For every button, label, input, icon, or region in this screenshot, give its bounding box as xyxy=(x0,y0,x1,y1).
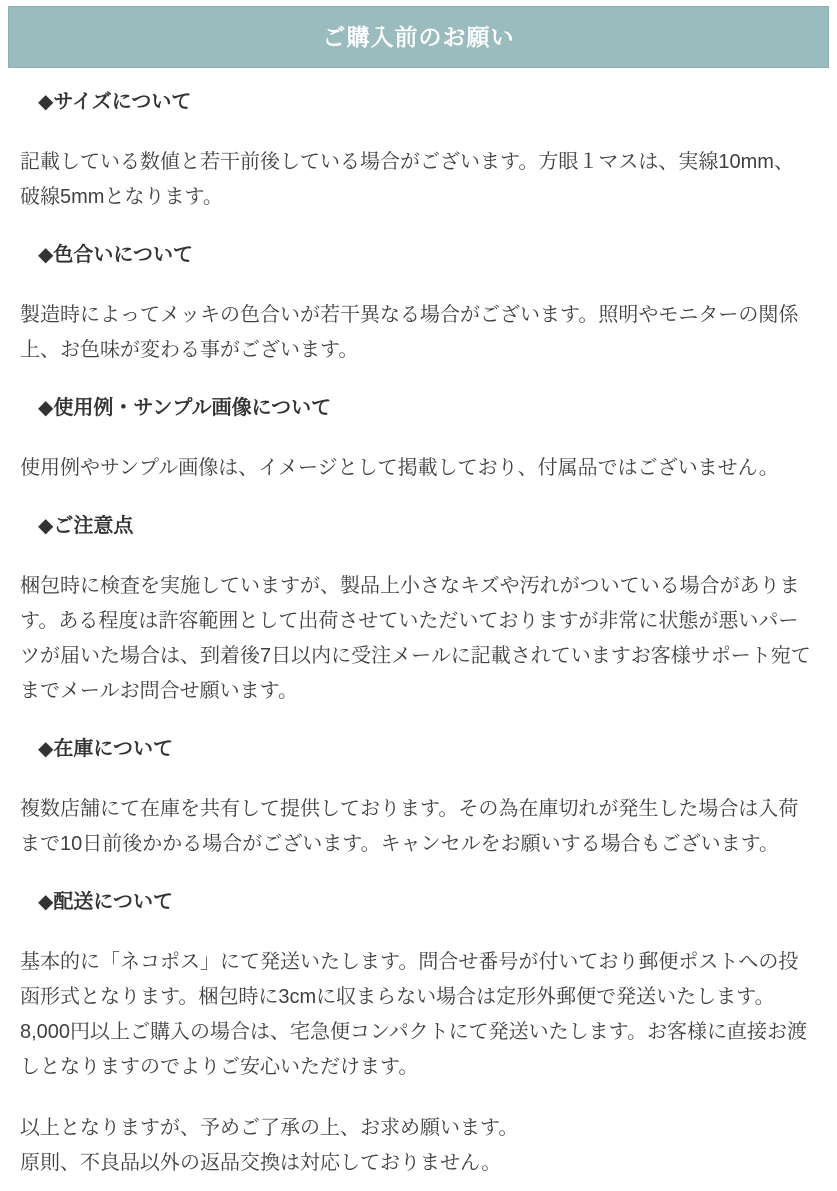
section-cautions-paragraph: 梱包時に検査を実施していますが、製品上小さなキズや汚れがついている場合があります。ある程度は許容範囲として出荷させていただいておりますが非常に状態が悪いパーツが届いた場合は、到着後7日以内に受注メールに記載されていますお客様サポート宛てまでメールお問合せ願います。 xyxy=(20,575,811,702)
closing-paragraph xyxy=(20,1111,813,1181)
section-stock xyxy=(20,736,813,862)
section-shipping-heading: ◆配送について xyxy=(38,891,173,913)
closing-line-2: 原則、不良品以外の返品交換は対応しておりません。 xyxy=(20,1152,502,1174)
section-sample-images-paragraph: 使用例やサンプル画像は、イメージとして掲載しており、付属品ではございません。 xyxy=(20,457,779,479)
section-stock-heading: ◆在庫について xyxy=(38,738,173,760)
section-stock-paragraph: 複数店舗にて在庫を共有して提供しております。その為在庫切れが発生した場合は入荷まで10日前後かかる場合がございます。キャンセルをお願いする場合もございます。 xyxy=(20,798,799,855)
notice-content xyxy=(8,89,829,1181)
section-sample-images xyxy=(20,395,813,486)
section-size xyxy=(20,89,813,215)
section-color-heading: ◆色合いについて xyxy=(38,244,193,266)
section-color-paragraph: 製造時によってメッキの色合いが若干異なる場合がございます。照明やモニターの関係上、お色味が変わる事がございます。 xyxy=(20,304,799,361)
section-cautions xyxy=(20,513,813,709)
section-size-heading: ◆サイズについて xyxy=(38,91,192,113)
section-shipping-paragraph xyxy=(20,945,813,1085)
page-header-bar xyxy=(8,6,829,68)
page-title: ご購入前のお願い xyxy=(322,23,515,50)
closing-line-1: 以上となりますが、予めご了承の上、お求め願います。 xyxy=(20,1117,519,1139)
section-color xyxy=(20,242,813,368)
shipping-line-2: 8,000円以上ご購入の場合は、宅急便コンパクトにて発送いたします。お客様に直接お渡しとなりますのでよりご安心いただけます。 xyxy=(20,1021,808,1078)
section-cautions-heading: ◆ご注意点 xyxy=(38,515,134,537)
shipping-line-1: 基本的に「ネコポス」にて発送いたします。問合せ番号が付いており郵便ポストへの投函形式となります。梱包時に3cmに収まらない場合は定形外郵便で発送いたします。 xyxy=(20,951,799,1008)
section-shipping xyxy=(20,889,813,1085)
section-size-paragraph: 記載している数値と若干前後している場合がございます。方眼１マスは、実線10mm、破線5mmとなります。 xyxy=(20,151,794,208)
section-sample-images-heading: ◆使用例・サンプル画像について xyxy=(38,397,332,419)
